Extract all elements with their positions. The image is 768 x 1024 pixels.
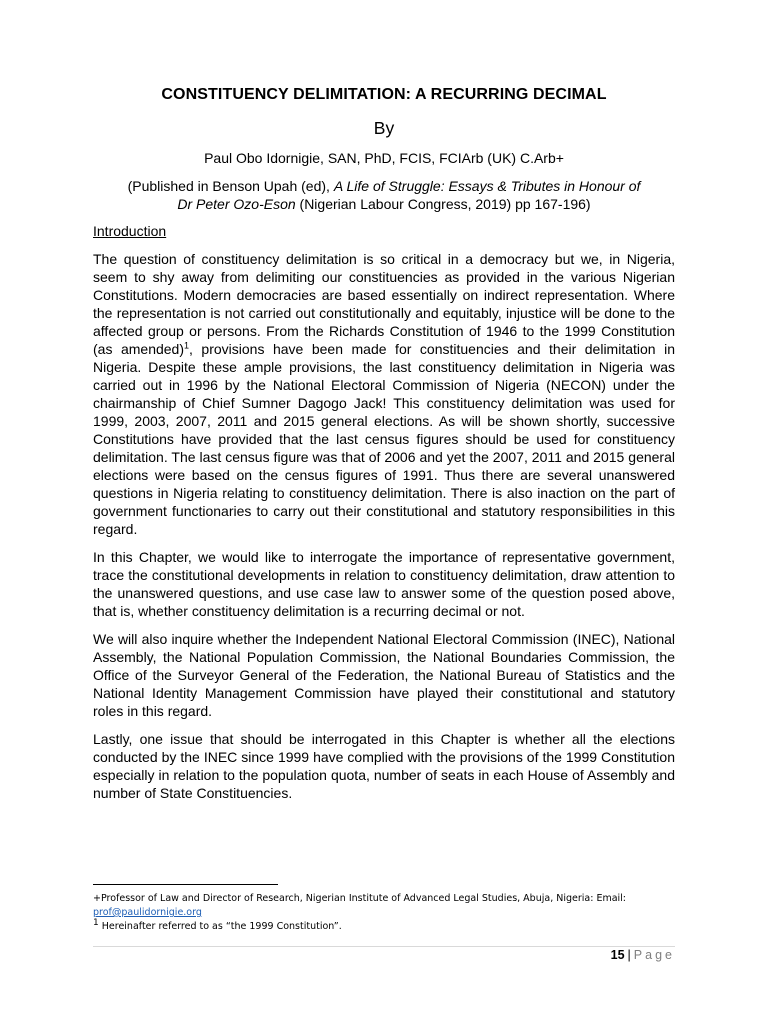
publication-suffix: (Nigerian Labour Congress, 2019) pp 167-196) (295, 196, 591, 212)
section-heading-introduction: Introduction (93, 223, 167, 239)
document-title: CONSTITUENCY DELIMITATION: A RECURRING DECIMAL (161, 86, 607, 103)
page-number-footer (611, 948, 675, 962)
book-title-line2: Dr Peter Ozo-Eson (177, 196, 296, 212)
author-line: Paul Obo Idornigie, SAN, PhD, FCIS, FCIArb (UK) C.Arb+ (204, 150, 564, 166)
footnote-divider (93, 884, 278, 885)
publication-note (93, 177, 675, 213)
body-text (93, 250, 675, 812)
paragraph-1-part2: , provisions have been made for constituencies and their delimitation in Nigeria. Despite these ample provisions, the last constituency delimitation in Nigeria was carried out in 1996 by the National Electoral Commission of Nigeria (NECON) under the chairmanship of Chief Sumner Dagogo Jack! This constituency delimitation was used for 1999, 2003, 2007, 2011 and 2015 general elections. As will be shown shortly, successive Constitutions have provided that the last census figures should be used for constituency delimitation. The last census figure was that of 2006 and yet the 2007, 2011 and 2015 general elections were based on the census figures of 1991. Thus there are several unanswered questions in Nigeria relating to constituency delimitation. There is also inaction on the part of government functionaries to carry out their constitutional and statutory responsibilities in this regard. (93, 341, 675, 537)
by-line: By (373, 118, 395, 138)
page-number: 15 (610, 948, 625, 962)
paragraph-3: We will also inquire whether the Independent National Electoral Commission (INEC), National Assembly, the National Population Commission, the National Boundaries Commission, the Office of the Surveyor General of the Federation, the National Bureau of Statistics and the National Identity Management Commission have played their constitutional and statutory roles in this regard. (93, 631, 675, 719)
footnotes (93, 892, 675, 934)
paragraph-2: In this Chapter, we would like to interrogate the importance of representative government, trace the constitutional developments in relation to constituency delimitation, draw attention to the unanswered questions, and use case law to answer some of the question posed above, that is, whether constituency delimitation is a recurring decimal or not. (93, 549, 675, 619)
paragraph-1-part1: The question of constituency delimitation is so critical in a democracy but we, in Nigeria, seem to shy away from delimiting our constituencies as provided in the various Nigerian Constitutions. Modern democracies are based essentially on indirect representation. Where the representation is not carried out constitutionally and equitably, injustice will be done to the affected group or persons. From the Richards Constitution of 1946 to the 1999 Constitution (as amended) (93, 251, 675, 357)
page-footer-rule (93, 946, 675, 947)
footnote-1-text: Hereinafter referred to as “the 1999 Constitution”. (98, 921, 342, 932)
footnote-1 (93, 917, 675, 934)
footnote-author (93, 892, 675, 920)
author-email-link[interactable]: prof@paulidornigie.org (93, 907, 202, 918)
footnote-ref-1[interactable]: 1 (184, 340, 190, 351)
page-word: Page (633, 948, 675, 962)
footnote-1-mark: 1 (93, 917, 99, 928)
publication-prefix: (Published in Benson Upah (ed), (127, 178, 334, 194)
book-title-line1: A Life of Struggle: Essays & Tributes in Honour of (333, 178, 641, 194)
paragraph-4: Lastly, one issue that should be interrogated in this Chapter is whether all the elections conducted by the INEC since 1999 have complied with the provisions of the 1999 Constitution especially in relation to the population quota, number of seats in each House of Assembly and number of State Constituencies. (93, 731, 675, 801)
paragraph-1 (93, 250, 675, 538)
footnote-author-text: +Professor of Law and Director of Research, Nigerian Institute of Advanced Legal Studies, Abuja, Nigeria: Email: (93, 893, 627, 904)
page-separator: | (627, 948, 631, 962)
